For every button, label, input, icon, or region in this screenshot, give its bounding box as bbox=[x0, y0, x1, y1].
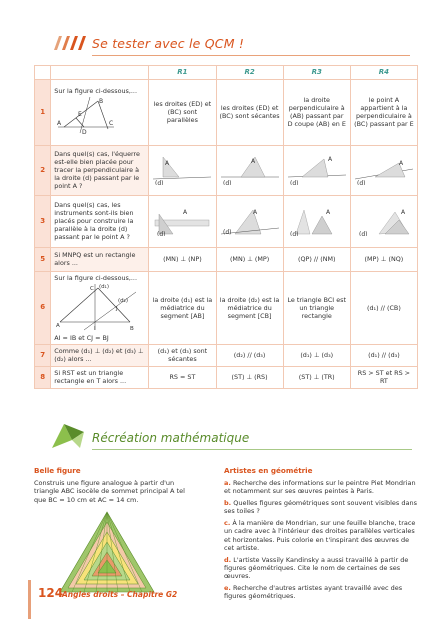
table-row bbox=[35, 366, 418, 388]
belle-figure-title: Belle figure bbox=[34, 466, 81, 475]
response-header-r3: R3 bbox=[283, 66, 350, 80]
recreation-rule bbox=[92, 449, 412, 450]
ruler-square-figure-icon bbox=[355, 206, 413, 236]
svg-text:A: A bbox=[56, 322, 61, 329]
answer-r3[interactable]: la droite perpendiculaire à (AB) passant par D coupe (AB) en E bbox=[283, 79, 350, 145]
answer-r1[interactable]: les droites (ED) et (BC) sont parallèles bbox=[149, 79, 216, 145]
ruler-square-figure-icon bbox=[288, 206, 346, 236]
row-number: 7 bbox=[35, 344, 51, 366]
answer-r1[interactable]: la droite (d₁) est la médiatrice du segment [AB] bbox=[149, 271, 216, 344]
answer-r1[interactable]: RS = ST bbox=[149, 366, 216, 388]
fig-label-c: C bbox=[109, 120, 114, 128]
svg-text:(d): (d) bbox=[157, 231, 166, 237]
answer-r1[interactable]: (MN) ⊥ (NP) bbox=[149, 247, 216, 271]
table-row bbox=[35, 271, 418, 344]
response-header-r4: R4 bbox=[350, 66, 417, 80]
answer-r4[interactable]: RS > ST et RS > RT bbox=[350, 366, 417, 388]
row-number: 6 bbox=[35, 271, 51, 344]
answer-r2[interactable]: (ST) ⊥ (RS) bbox=[216, 366, 283, 388]
svg-text:(d): (d) bbox=[289, 180, 299, 186]
title-rule bbox=[92, 55, 410, 56]
answer-r2[interactable]: (MN) ⊥ (MP) bbox=[216, 247, 283, 271]
figure-triangle-icon bbox=[54, 95, 134, 135]
ruler-square-figure-icon bbox=[221, 206, 279, 236]
artistes-title: Artistes en géométrie bbox=[224, 466, 313, 475]
slashes-icon bbox=[50, 36, 90, 50]
svg-text:C: C bbox=[90, 285, 95, 292]
table-row bbox=[35, 145, 418, 195]
answer-r4[interactable]: (d₁) // (d₃) bbox=[350, 344, 417, 366]
fig-label-d: D bbox=[82, 129, 87, 136]
svg-text:A: A bbox=[325, 209, 330, 217]
set-square-figure-icon bbox=[288, 155, 346, 185]
responses-header bbox=[35, 66, 418, 80]
table-row bbox=[35, 195, 418, 247]
question-text: Dans quel(s) cas, les instruments sont-ils bien placés pour construire la parallèle à la droite (d) passant par le point A ? bbox=[51, 195, 149, 247]
svg-text:(d): (d) bbox=[222, 229, 232, 237]
answer-r3[interactable]: (ST) ⊥ (TR) bbox=[283, 366, 350, 388]
list-item: a. Recherche des informations sur le peintre Piet Mondrian et notamment sur ses œuvres peintes à Paris. bbox=[224, 479, 416, 496]
response-header-r2: R2 bbox=[216, 66, 283, 80]
question-text: Sur la figure ci-dessous,... bbox=[54, 273, 137, 282]
svg-text:(d): (d) bbox=[155, 180, 164, 186]
triangles-logo-icon bbox=[50, 420, 86, 450]
list-item: b. Quelles figures géométriques sont souvent visibles dans ses toiles ? bbox=[224, 498, 417, 516]
fig-label-e: E bbox=[78, 111, 83, 119]
triangle-pattern-figure bbox=[52, 510, 162, 596]
row-number: 2 bbox=[35, 145, 51, 195]
svg-text:A: A bbox=[327, 156, 332, 164]
answer-r2[interactable]: (d₂) // (d₃) bbox=[216, 344, 283, 366]
answer-r3[interactable]: (d₁) ⊥ (d₃) bbox=[283, 344, 350, 366]
svg-text:A: A bbox=[165, 160, 170, 168]
list-item: c. À la manière de Mondrian, sur une feuille blanche, trace un cadre avec à l'intérieur des droites parallèles verticales et horizontales. Puis colorie en t'inspirant des œuvres de cet artiste. bbox=[224, 518, 416, 553]
svg-text:A: A bbox=[400, 209, 406, 217]
set-square-figure-icon bbox=[221, 155, 279, 185]
question-text: Sur la figure ci-dessous,... bbox=[54, 87, 137, 96]
row-number: 8 bbox=[35, 366, 51, 388]
page-number: 124 bbox=[38, 586, 64, 600]
table-row bbox=[35, 344, 418, 366]
answer-r1[interactable] bbox=[149, 145, 216, 195]
ruler-square-figure-icon bbox=[153, 206, 211, 236]
svg-text:J: J bbox=[116, 305, 118, 312]
answer-r3[interactable] bbox=[283, 145, 350, 195]
svg-text:(d): (d) bbox=[358, 231, 368, 237]
answer-r2[interactable] bbox=[216, 195, 283, 247]
answer-r1[interactable]: (d₁) et (d₃) sont sécantes bbox=[149, 344, 216, 366]
fig-label-b: B bbox=[99, 98, 104, 106]
svg-text:(d): (d) bbox=[289, 231, 299, 237]
answer-r2[interactable] bbox=[216, 145, 283, 195]
svg-text:B: B bbox=[130, 325, 135, 332]
answer-r4[interactable]: (MP) ⊥ (NQ) bbox=[350, 247, 417, 271]
svg-text:A: A bbox=[252, 209, 257, 217]
set-square-figure-icon bbox=[355, 155, 413, 185]
answer-r3[interactable] bbox=[283, 195, 350, 247]
question-text: Si RST est un triangle rectangle en T alors ... bbox=[51, 366, 149, 388]
answer-r3[interactable]: Le triangle BCI est un triangle rectangle bbox=[283, 271, 350, 344]
right-column bbox=[224, 466, 418, 601]
svg-text:I: I bbox=[94, 325, 96, 332]
qcm-table bbox=[34, 65, 418, 389]
svg-text:(d): (d) bbox=[222, 180, 232, 186]
table-row bbox=[35, 247, 418, 271]
svg-text:A: A bbox=[183, 209, 188, 217]
question-text: Si MNPQ est un rectangle alors ... bbox=[51, 247, 149, 271]
question-cell bbox=[51, 79, 149, 145]
answer-r2[interactable]: la droite (d₂) est la médiatrice du segment [CB] bbox=[216, 271, 283, 344]
answer-r4[interactable] bbox=[350, 195, 417, 247]
set-square-figure-icon bbox=[153, 155, 211, 185]
row-number: 1 bbox=[35, 79, 51, 145]
fig-label-a: A bbox=[57, 120, 62, 128]
page-title: Se tester avec le QCM ! bbox=[92, 36, 245, 51]
question-cell bbox=[51, 271, 149, 344]
chapter-label: Angles droits – Chapitre G2 bbox=[62, 590, 178, 599]
svg-text:(d₂): (d₂) bbox=[118, 297, 129, 304]
left-column bbox=[34, 466, 194, 596]
answer-r3[interactable]: (QP) // (NM) bbox=[283, 247, 350, 271]
response-header-r1: R1 bbox=[149, 66, 216, 80]
svg-text:(d): (d) bbox=[356, 180, 366, 186]
question-text: Dans quel(s) cas, l'équerre est-elle bien placée pour tracer la perpendiculaire à la droite (d) passant par le point A ? bbox=[51, 145, 149, 195]
footer-bar bbox=[28, 580, 31, 619]
answer-r4[interactable]: (d₁) // (CB) bbox=[350, 271, 417, 344]
belle-figure-text: Construis une figure analogue à partir d'un triangle ABC isocèle de sommet principal A tel que BC = 10 cm et AC = 14 cm. bbox=[34, 479, 185, 504]
svg-text:(d₁): (d₁) bbox=[99, 283, 110, 290]
list-item: e. Recherche d'autres artistes ayant travaillé avec des figures géométriques. bbox=[224, 583, 403, 601]
list-item: d. L'artiste Vassily Kandinsky a aussi travaillé à partir de figures géométriques. Cite le nom de certaines de ses œuvres. bbox=[224, 555, 409, 581]
answer-r4[interactable] bbox=[350, 145, 417, 195]
recreation-title: Récréation mathématique bbox=[92, 431, 250, 445]
question-note: AI = IB et CJ = BJ bbox=[54, 333, 109, 342]
answer-r4[interactable]: le point A appartient à la perpendiculaire à (BC) passant par E bbox=[350, 79, 417, 145]
question-text: Comme (d₁) ⊥ (d₂) et (d₃) ⊥ (d₂) alors ... bbox=[51, 344, 149, 366]
answer-r1[interactable] bbox=[149, 195, 216, 247]
answer-r2[interactable]: les droites (ED) et (BC) sont sécantes bbox=[216, 79, 283, 145]
row-number: 3 bbox=[35, 195, 51, 247]
figure-mediatrix-icon bbox=[54, 282, 144, 332]
svg-text:A: A bbox=[250, 158, 255, 166]
row-number: 5 bbox=[35, 247, 51, 271]
table-row bbox=[35, 79, 418, 145]
svg-text:A: A bbox=[398, 160, 404, 168]
